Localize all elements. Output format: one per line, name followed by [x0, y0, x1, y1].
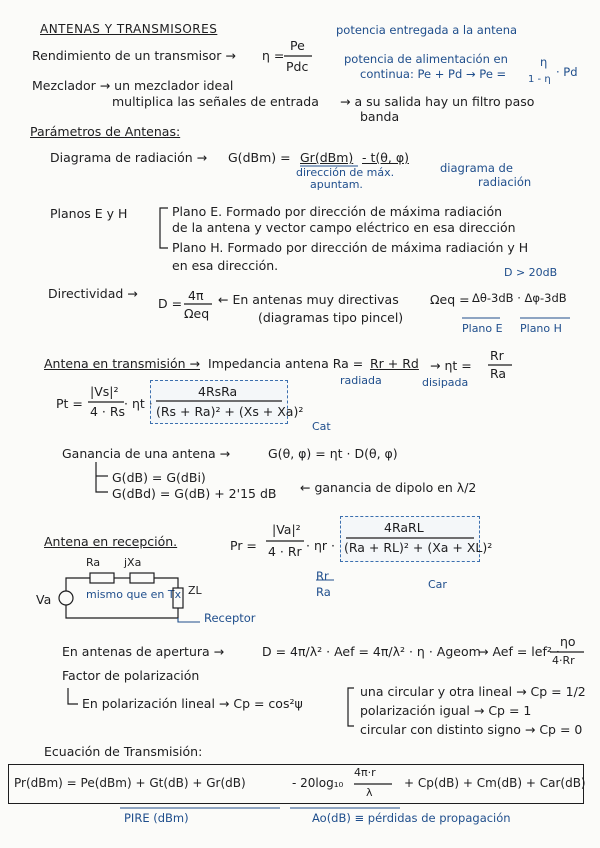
pr-den: 4 · Rr: [268, 544, 302, 559]
pr-box-den: (Ra + RL)² + (Xa + XL)²: [344, 540, 493, 555]
plano-e-note: Plano E: [462, 322, 503, 335]
diag-note-apuntam: apuntam.: [310, 178, 363, 191]
ganancia-label: Ganancia de una antena →: [62, 446, 231, 461]
directividad-cond: D > 20dB: [504, 266, 558, 279]
note-pd: · Pd: [556, 65, 578, 79]
pire-note: PIRE (dBm): [124, 811, 189, 825]
note-pe-eq: → Pe =: [466, 67, 507, 81]
circuit-zl: ZL: [188, 584, 202, 597]
pt-num: |Vs|²: [90, 384, 119, 399]
cat-note: Cat: [312, 420, 331, 433]
receptor-note: Receptor: [204, 611, 256, 625]
pt-den: 4 · Rs: [90, 404, 126, 419]
ecuacion-part-a: Pr(dBm) = Pe(dBm) + Gt(dB) + Gr(dB): [14, 776, 246, 790]
plano-h-line2: en esa dirección.: [172, 258, 279, 273]
diagrama-eq2: Gr(dBm): [300, 150, 354, 165]
note-potencia-alimentacion: potencia de alimentación en: [344, 52, 508, 66]
diagrama-eq3: - t(θ, φ): [362, 150, 409, 165]
disipada-note: disipada: [422, 376, 469, 389]
impedancia-label: Impedancia antena Ra =: [208, 356, 364, 371]
aef-eq: → Aef = lef² ·: [478, 644, 560, 659]
polarizacion-lineal: En polarización lineal → Cp = cos²ψ: [82, 696, 303, 711]
diag-note-radiacion: radiación: [478, 175, 532, 189]
rendimiento-den: Pdc: [286, 59, 309, 74]
polarizacion-label: Factor de polarización: [62, 668, 200, 683]
omega-dphi: Δθ-3dB · Δφ-3dB: [472, 291, 567, 305]
ecuacion-frac-den: λ: [366, 786, 373, 799]
eta-t-eq: → ηt =: [430, 358, 472, 373]
ganancia-eq: G(θ, φ) = ηt · D(θ, φ): [268, 446, 398, 461]
diagrama-label: Diagrama de radiación →: [50, 150, 208, 165]
polarizacion-r1: una circular y otra lineal → Cp = 1/2: [360, 684, 586, 699]
mezclador-line1: Mezclador → un mezclador ideal: [32, 78, 234, 93]
plano-h-line1: Plano H. Formado por dirección de máxima radiación y H: [172, 240, 529, 255]
ecuacion-part-b: - 20log₁₀: [292, 776, 344, 790]
aef-den: 4·Rr: [552, 654, 575, 667]
ganancia-l2-note: ← ganancia de dipolo en λ/2: [300, 480, 477, 495]
impedancia-eq: Rr + Rd: [370, 356, 419, 371]
mezclador-line3: → a su salida hay un filtro paso: [340, 94, 535, 109]
ganancia-l2: G(dBd) = G(dB) + 2'15 dB: [112, 486, 277, 501]
note-continua: continua: Pe + Pd: [360, 67, 463, 81]
pr-box-num: 4RaRL: [384, 520, 424, 535]
rendimiento-num: Pe: [290, 38, 305, 53]
ganancia-l1: G(dB) = G(dBi): [112, 470, 206, 485]
polarizacion-r3: circular con distinto signo → Cp = 0: [360, 722, 583, 737]
pt-eq: Pt =: [56, 396, 83, 411]
ecuacion-label: Ecuación de Transmisión:: [44, 744, 203, 759]
note-eta-num: η: [540, 55, 548, 69]
diagrama-eq: G(dBm) =: [228, 150, 291, 165]
diag-note-dir: dirección de máx.: [296, 166, 395, 179]
ecuacion-frac-num: 4π·r: [354, 766, 376, 779]
circuit-ra: Ra: [86, 556, 101, 569]
page-title: ANTENAS Y TRANSMISORES: [40, 22, 218, 36]
pt-box-den: (Rs + Ra)² + (Xs + Xa)²: [156, 404, 304, 419]
circuit-same-note: mismo que en Tx: [86, 588, 182, 601]
apertura-label: En antenas de apertura →: [62, 644, 225, 659]
aef-num: ηo: [560, 634, 576, 649]
pr-num: |Va|²: [272, 522, 301, 537]
directividad-text2: (diagramas tipo pincel): [258, 310, 404, 325]
eta-t-num: Rr: [490, 348, 504, 363]
directividad-den: Ωeq: [184, 306, 210, 321]
car-note: Car: [428, 578, 447, 591]
directividad-text1: ← En antenas muy directivas: [218, 292, 399, 307]
apertura-eq: D = 4π/λ² · Aef = 4π/λ² · η · Ageom: [262, 644, 481, 659]
mezclador-line4: banda: [360, 109, 400, 124]
plano-h-note: Plano H: [520, 322, 562, 335]
pr-eq: Pr =: [230, 538, 257, 553]
directividad-label: Directividad →: [48, 286, 138, 301]
pt-box-num: 4RsRa: [198, 384, 238, 399]
directividad-num: 4π: [188, 288, 204, 303]
ecuacion-part-c: + Cp(dB) + Cm(dB) + Car(dB): [404, 776, 586, 790]
eta-t-den: Ra: [490, 366, 507, 381]
recepcion-label: Antena en recepción.: [44, 534, 178, 549]
ao-note: Ao(dB) ≡ pérdidas de propagación: [312, 811, 511, 825]
plano-e-line1: Plano E. Formado por dirección de máxima radiación: [172, 204, 503, 219]
radiada-note: radiada: [340, 374, 382, 387]
plano-e-line2: de la antena y vector campo eléctrico en esa dirección: [172, 220, 516, 235]
omega-eq: Ωeq =: [430, 292, 470, 307]
parametros-heading: Parámetros de Antenas:: [30, 124, 181, 139]
rr-ra-num: Rr: [316, 569, 329, 583]
directividad-d: D =: [158, 296, 183, 311]
rr-ra-den: Ra: [316, 585, 331, 599]
rendimiento-label: Rendimiento de un transmisor →: [32, 48, 236, 63]
circuit-jxa: jXa: [124, 556, 142, 569]
note-potencia-entregada: potencia entregada a la antena: [336, 23, 518, 37]
rendimiento-eta: η =: [262, 48, 285, 63]
pr-eta: · ηr ·: [306, 538, 335, 553]
polarizacion-r2: polarización igual → Cp = 1: [360, 703, 532, 718]
note-eta-den: 1 - η: [528, 74, 551, 85]
diag-note-diagrama: diagrama de: [440, 161, 513, 175]
transmision-label: Antena en transmisión →: [44, 356, 200, 371]
pt-eta: · ηt ·: [124, 396, 153, 411]
planos-label: Planos E y H: [50, 206, 128, 221]
circuit-va: Va: [36, 592, 52, 607]
mezclador-line2: multiplica las señales de entrada: [112, 94, 319, 109]
